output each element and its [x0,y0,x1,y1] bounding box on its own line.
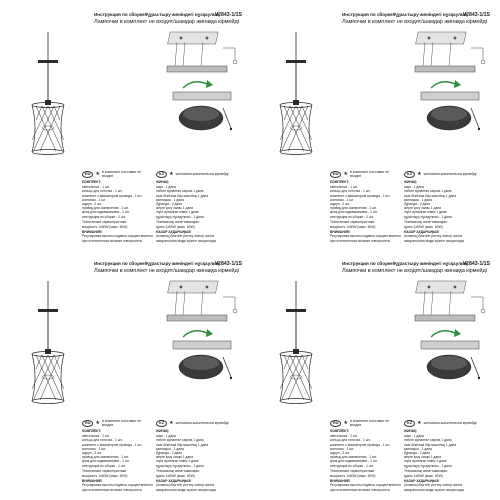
kz-warning-line: Аспаның биіктігін реттеу электр желісі [404,483,463,488]
list-item: кольцо для потолка - 1 шт. [82,189,123,194]
list-item: қалпақша - 1 дана [404,197,432,202]
sheet-header [342,261,490,274]
ru-spec-line: мощность 1x60W (макс. 60W) [330,224,376,229]
list-item: крюк для подвешивания - 1 шт. [82,459,130,464]
list-item: сым бекіткіші бар жиынтық 1 дана [156,442,209,447]
list-item: құрастыру нұсқаулығы - 1 дана [156,214,204,219]
list-item: шуруп - 2 шт. [330,451,350,456]
ru-column [330,429,402,492]
list-item: светильник - 1 шт. [82,185,110,190]
ru-kit-title: КОМПЛЕКТ: [330,429,350,433]
kz-legend [404,419,492,427]
kz-spec-line: қуаты 1x60W (макс. 60W) [156,473,195,478]
list-item: провод для заземления - 1 шт. [330,455,377,460]
list-item: жерге қосу сымы 1 дана [156,206,193,211]
ru-spec-title: Технические характеристики: [82,469,127,474]
list-item: қалпақша - 1 дана [156,197,184,202]
kz-warning-line: ажыратылған кезде жүзеге асырылады. [156,238,217,243]
product-code: V2843-1/1S [462,261,490,267]
list-item: комплект с фиксатором провода - 1 шт. [82,193,143,198]
list-item: ілуге арналған ілмек 1 дана [404,459,447,464]
ru-legend [82,419,152,427]
sheet-title: Инструкция по сборке/Құрастыру жөніндегі нұсқаулық [94,12,220,17]
ru-note: в комплект поставки не входит [101,170,142,178]
kz-badge: KZ [404,171,415,178]
list-item: инструкция по сборке - 1 шт. [82,214,126,219]
kz-column [404,429,492,492]
kz-warning-line: ажыратылған кезде жүзеге асырылады. [404,238,465,243]
star-icon: ★ [169,420,174,426]
list-item: жерге қосу сымы 1 дана [156,455,193,460]
pendant-lamp-illustration [8,279,88,409]
kz-badge: KZ [156,420,167,427]
list-item: провод для заземления - 1 шт. [330,206,377,211]
kz-warning-line: Аспаның биіктігін реттеу электр желісі [156,483,215,488]
list-item: төбеге арналған сақина 1 дана [156,189,204,194]
ru-spec-title: Технические характеристики: [330,220,375,225]
list-item: крюк для подвешивания - 1 шт. [82,210,130,215]
kz-spec-title: Техникалық сипаттамалары: [156,469,200,474]
kz-note: жеткізілім жиынтығына кірмейді [423,172,477,176]
ru-badge: RU [330,171,341,178]
kz-kit-title: ЖИНАҚ: [404,429,418,433]
list-item: комплект с фиксатором провода - 1 шт. [82,442,143,447]
sheet-subtitle: Лампочки в комплект не входят/шамдар жинаққа кірмейді [94,19,239,25]
list-item: колпачок - 1 шт. [330,446,355,451]
instruction-sheet-3 [8,255,244,493]
ru-spec-line: мощность 1x60W (макс. 60W) [82,473,128,478]
ru-spec-line: мощность 1x60W (макс. 60W) [82,224,128,229]
ru-spec-title: Технические характеристики: [330,469,375,474]
kz-warning-line: ажыратылған кезде жүзеге асырылады. [404,487,465,492]
mounting-diagram [163,28,243,143]
list-item: бұранда - 2 дана [404,202,430,207]
ru-warning-line: Регулировка высоты подвеса осуществляется [330,483,401,488]
mounting-diagram [411,277,491,392]
list-item: светильник - 1 шт. [330,185,358,190]
kz-legend [404,170,492,178]
kz-warning-line: Аспаның биіктігін реттеу электр желісі [404,234,463,239]
ru-warning-title: ВНИМАНИЕ! [330,479,351,484]
kz-kit-title: ЖИНАҚ: [404,180,418,184]
ru-warning-title: ВНИМАНИЕ! [82,479,103,484]
kz-note: жеткізілім жиынтығына кірмейді [175,172,229,176]
kz-warning-title: НАЗАР АУДАРЫҢЫЗ! [404,479,440,484]
ru-warning-line: Регулировка высоты подвеса осуществляется [82,234,153,239]
list-item: төбеге арналған сақина 1 дана [404,438,452,443]
sheet-title: Инструкция по сборке/Құрастыру жөніндегі нұсқаулық [342,261,468,266]
ru-badge: RU [330,420,341,427]
ru-note: в комплект поставки не входит [101,419,142,427]
list-item: шуруп - 2 шт. [330,202,350,207]
kz-kit-title: ЖИНАҚ: [156,180,170,184]
list-item: жерге қосу сымы 1 дана [404,206,441,211]
ru-legend [82,170,152,178]
list-item: ілуге арналған ілмек 1 дана [156,459,199,464]
kz-spec-title: Техникалық сипаттамалары: [156,220,200,225]
ru-column [330,180,402,243]
sheet-title: Инструкция по сборке/Құрастыру жөніндегі нұсқаулық [94,261,220,266]
list-item: бұранда - 2 дана [404,451,430,456]
ru-note: в комплект поставки не входит [349,170,390,178]
list-item: колпачок - 1 шт. [82,197,107,202]
list-item: жерге қосу сымы 1 дана [404,455,441,460]
kz-warning-title: НАЗАР АУДАРЫҢЫЗ! [156,479,192,484]
list-item: светильник - 1 шт. [82,434,110,439]
list-item: провод для заземления - 1 шт. [82,206,129,211]
list-item: кольцо для потолка - 1 шт. [82,438,123,443]
list-item: шам - 1 дана [404,185,424,190]
kz-warning-title: НАЗАР АУДАРЫҢЫЗ! [404,230,440,235]
ru-warning-line: при отключенном питании электросети. [82,487,143,492]
list-item: кольцо для потолка - 1 шт. [330,438,371,443]
sheet-header [94,12,242,25]
ru-warning-line: Регулировка высоты подвеса осуществляется [82,483,153,488]
list-item: қалпақша - 1 дана [156,446,184,451]
star-icon: ★ [417,420,422,426]
ru-kit-title: КОМПЛЕКТ: [82,180,102,184]
kz-spec-line: қуаты 1x60W (макс. 60W) [404,224,443,229]
kz-note: жеткізілім жиынтығына кірмейді [423,421,477,425]
list-item: ілуге арналған ілмек 1 дана [404,210,447,215]
kz-column [156,180,244,243]
list-item: шам - 1 дана [156,185,176,190]
list-item: сым бекіткіші бар жиынтық 1 дана [156,193,209,198]
list-item: қалпақша - 1 дана [404,446,432,451]
star-icon: ★ [343,171,348,177]
product-code: V2843-1/1S [214,12,242,18]
sheet-subtitle: Лампочки в комплект не входят/шамдар жинаққа кірмейді [342,19,487,25]
ru-badge: RU [82,171,93,178]
ru-note: в комплект поставки не входит [349,419,390,427]
list-item: крюк для подвешивания - 1 шт. [330,459,378,464]
list-item: шуруп - 2 шт. [82,202,102,207]
list-item: сым бекіткіші бар жиынтық 1 дана [404,193,457,198]
kz-column [156,429,244,492]
list-item: құрастыру нұсқаулығы - 1 дана [156,463,204,468]
kz-spec-title: Техникалық сипаттамалары: [404,220,448,225]
ru-legend [330,170,400,178]
ru-warning-title: ВНИМАНИЕ! [82,230,103,235]
list-item: шам - 1 дана [156,434,176,439]
kz-legend [156,419,244,427]
instruction-sheet-2 [256,6,492,244]
ru-warning-line: Регулировка высоты подвеса осуществляется [330,234,401,239]
list-item: құрастыру нұсқаулығы - 1 дана [404,214,452,219]
list-item: колпачок - 1 шт. [330,197,355,202]
ru-warning-line: при отключенном питании электросети. [330,487,391,492]
mounting-diagram [411,28,491,143]
list-item: крюк для подвешивания - 1 шт. [330,210,378,215]
list-item: төбеге арналған сақина 1 дана [404,189,452,194]
ru-spec-line: мощность 1x60W (макс. 60W) [330,473,376,478]
ru-warning-line: при отключенном питании электросети. [82,238,143,243]
list-item: ілуге арналған ілмек 1 дана [156,210,199,215]
ru-kit-title: КОМПЛЕКТ: [330,180,350,184]
pendant-lamp-illustration [8,30,88,160]
kz-warning-title: НАЗАР АУДАРЫҢЫЗ! [156,230,192,235]
kz-spec-title: Техникалық сипаттамалары: [404,469,448,474]
kz-badge: KZ [404,420,415,427]
kz-kit-title: ЖИНАҚ: [156,429,170,433]
kz-column [404,180,492,243]
star-icon: ★ [417,171,422,177]
ru-legend [330,419,400,427]
list-item: сым бекіткіші бар жиынтық 1 дана [404,442,457,447]
list-item: светильник - 1 шт. [330,434,358,439]
sheet-title: Инструкция по сборке/Құрастыру жөніндегі нұсқаулық [342,12,468,17]
sheet-header [94,261,242,274]
instruction-sheet-4 [256,255,492,493]
kz-warning-line: Аспаның биіктігін реттеу электр желісі [156,234,215,239]
list-item: төбеге арналған сақина 1 дана [156,438,204,443]
star-icon: ★ [343,420,348,426]
list-item: кольцо для потолка - 1 шт. [330,189,371,194]
pendant-lamp-illustration [256,30,336,160]
list-item: колпачок - 1 шт. [82,446,107,451]
ru-spec-title: Технические характеристики: [82,220,127,225]
kz-note: жеткізілім жиынтығына кірмейді [175,421,229,425]
instruction-sheet-1 [8,6,244,244]
list-item: бұранда - 2 дана [156,202,182,207]
kz-badge: KZ [156,171,167,178]
list-item: провод для заземления - 1 шт. [82,455,129,460]
list-item: құрастыру нұсқаулығы - 1 дана [404,463,452,468]
pendant-lamp-illustration [256,279,336,409]
list-item: комплект с фиксатором провода - 1 шт. [330,193,391,198]
sheet-header [342,12,490,25]
ru-badge: RU [82,420,93,427]
list-item: бұранда - 2 дана [156,451,182,456]
list-item: инструкция по сборке - 1 шт. [82,463,126,468]
list-item: комплект с фиксатором провода - 1 шт. [330,442,391,447]
star-icon: ★ [95,420,100,426]
product-code: V2843-1/1S [214,261,242,267]
kz-warning-line: ажыратылған кезде жүзеге асырылады. [156,487,217,492]
ru-warning-line: при отключенном питании электросети. [330,238,391,243]
list-item: шуруп - 2 шт. [82,451,102,456]
list-item: шам - 1 дана [404,434,424,439]
product-code: V2843-1/1S [462,12,490,18]
mounting-diagram [163,277,243,392]
star-icon: ★ [95,171,100,177]
kz-spec-line: қуаты 1x60W (макс. 60W) [156,224,195,229]
kz-legend [156,170,244,178]
list-item: инструкция по сборке - 1 шт. [330,214,374,219]
ru-kit-title: КОМПЛЕКТ: [82,429,102,433]
sheet-subtitle: Лампочки в комплект не входят/шамдар жинаққа кірмейді [342,268,487,274]
list-item: инструкция по сборке - 1 шт. [330,463,374,468]
ru-column [82,180,154,243]
ru-column [82,429,154,492]
ru-warning-title: ВНИМАНИЕ! [330,230,351,235]
sheet-subtitle: Лампочки в комплект не входят/шамдар жинаққа кірмейді [94,268,239,274]
kz-spec-line: қуаты 1x60W (макс. 60W) [404,473,443,478]
star-icon: ★ [169,171,174,177]
